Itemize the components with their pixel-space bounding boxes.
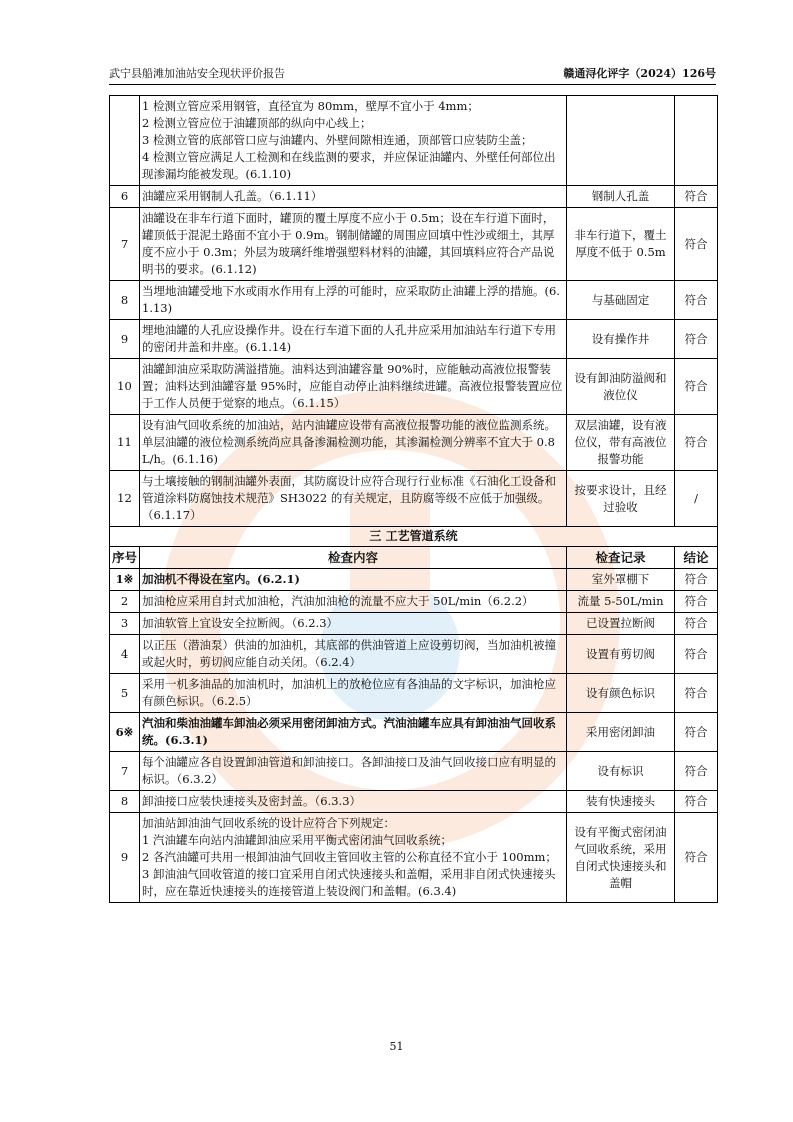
row-result: 符合 [675, 591, 718, 613]
row-number: 5 [110, 674, 140, 713]
row-number: 1※ [110, 569, 140, 591]
header-content: 检查内容 [140, 547, 567, 569]
row-content [140, 96, 567, 186]
row-record: 双层油罐，设有液位仪，带有高液位报警功能 [567, 415, 675, 471]
row-record: 设有平衡式密闭油气回收系统，采用自闭式快速接头和盖帽 [567, 813, 675, 903]
row-content [140, 591, 567, 613]
row-record: 设置有剪切阀 [567, 635, 675, 674]
row-record: 流量 5-50L/min [567, 591, 675, 613]
content-line: 埋地油罐的人孔应设操作井。设在行车道下面的人孔井应采用加油站车行道下专用的密闭井盖和井座。(6.1.14) [142, 323, 556, 354]
row-content [140, 569, 567, 591]
row-number: 9 [110, 813, 140, 903]
row-number: 6※ [110, 713, 140, 752]
header-no: 序号 [110, 547, 140, 569]
table-row [110, 791, 718, 813]
content-line: 1 检测立管应采用钢管，直径宜为 80mm，壁厚不宜小于 4mm； [142, 99, 479, 113]
row-content [140, 713, 567, 752]
content-line: 油罐设在非车行道下面时，罐顶的覆土厚度不应小于 0.5m；设在车行道下面时，罐顶低于混泥土路面不宜小于 0.9m。钢制储罐的周围应回填中性沙或细土，其厚度不应小于 0.3m；外层为玻璃纤维增强塑料材料的油罐，其回填料应符合产品说明书的要求。(6.1.12) [142, 211, 555, 276]
content-line: 油罐卸油应采取防满溢措施。油料达到油罐容量 90%时，应能触动高液位报警装置；油料达到油罐容量 95%时，应能自动停止油料继续进罐。高液位报警装置应位于工作人员便于觉察的地点。（6.1.15） [142, 362, 563, 410]
row-content [140, 752, 567, 791]
row-result: 符合 [675, 752, 718, 791]
page-header [109, 66, 716, 85]
row-content [140, 635, 567, 674]
row-content [140, 186, 567, 208]
row-record: 采用密闭卸油 [567, 713, 675, 752]
table-row [110, 635, 718, 674]
row-content [140, 208, 567, 281]
report-title: 武宁县船滩加油站安全现状评价报告 [109, 67, 285, 80]
table-row [110, 569, 718, 591]
content-line: 每个油罐应各自设置卸油管道和卸油接口。各卸油接口及油气回收接口应有明显的标识。（6.3.2） [142, 755, 556, 786]
row-number: 7 [110, 752, 140, 791]
row-record: 与基础固定 [567, 281, 675, 320]
row-result [675, 96, 718, 186]
row-record: 设有操作井 [567, 320, 675, 359]
section-title: 三 工艺管道系统 [110, 527, 718, 547]
row-record: 设有颜色标识 [567, 674, 675, 713]
table-row [110, 613, 718, 635]
row-record: 装有快速接头 [567, 791, 675, 813]
row-record [567, 96, 675, 186]
table-row [110, 713, 718, 752]
row-number: 2 [110, 591, 140, 613]
content-line: 设有油气回收系统的加油站，站内油罐应设带有高液位报警功能的液位监测系统。单层油罐的液位检测系统尚应具备渗漏检测功能，其渗漏检测分辨率不宜大于 0.8L/h。(6.1.16) [142, 418, 556, 466]
content-line: 4 检测立管应满足人工检测和在线监测的要求，并应保证油罐内、外壁任何部位出现渗漏均能被发现。(6.1.10) [142, 150, 556, 181]
content-line: 2 检测立管应位于油罐顶部的纵向中心线上； [142, 116, 372, 130]
row-content [140, 415, 567, 471]
table-row [110, 359, 718, 415]
row-number: 9 [110, 320, 140, 359]
row-result: 符合 [675, 569, 718, 591]
content-line: 1 汽油罐车向站内油罐卸油应采用平衡式密闭油气回收系统； [142, 833, 452, 847]
row-result: 符合 [675, 359, 718, 415]
row-record: 按要求设计，且经过验收 [567, 471, 675, 527]
report-code: 赣通浔化评字（2024）126号 [563, 67, 716, 80]
row-number [110, 96, 140, 186]
row-number: 11 [110, 415, 140, 471]
row-result: 符合 [675, 635, 718, 674]
row-result: 符合 [675, 320, 718, 359]
table-row [110, 281, 718, 320]
row-content [140, 281, 567, 320]
row-content [140, 320, 567, 359]
inspection-table [109, 95, 718, 903]
table-row [110, 186, 718, 208]
row-number: 3 [110, 613, 140, 635]
row-result: 符合 [675, 674, 718, 713]
row-number: 6 [110, 186, 140, 208]
content-line: 当埋地油罐受地下水或雨水作用有上浮的可能时，应采取防止油罐上浮的措施。(6.1.13) [142, 284, 560, 315]
table-row [110, 752, 718, 791]
header-result: 结论 [675, 547, 718, 569]
row-content [140, 613, 567, 635]
header-record: 检查记录 [567, 547, 675, 569]
row-result: 符合 [675, 813, 718, 903]
row-content [140, 813, 567, 903]
row-result: 符合 [675, 713, 718, 752]
row-content [140, 791, 567, 813]
row-record: 已设置拉断阀 [567, 613, 675, 635]
row-record: 室外罩棚下 [567, 569, 675, 591]
row-result: 符合 [675, 208, 718, 281]
row-content [140, 471, 567, 527]
section-row [110, 527, 718, 547]
row-result: 符合 [675, 281, 718, 320]
row-number: 4 [110, 635, 140, 674]
row-number: 10 [110, 359, 140, 415]
column-header-row [110, 547, 718, 569]
row-record: 设有卸油防溢阀和液位仪 [567, 359, 675, 415]
row-record: 钢制人孔盖 [567, 186, 675, 208]
table-row [110, 96, 718, 186]
row-number: 7 [110, 208, 140, 281]
content-line: 汽油和柴油油罐车卸油必须采用密闭卸油方式。汽油油罐车应具有卸油油气回收系统。(6.3.1) [142, 716, 556, 747]
row-number: 12 [110, 471, 140, 527]
row-number: 8 [110, 791, 140, 813]
table-row [110, 208, 718, 281]
table-row [110, 813, 718, 903]
content-line: 加油机不得设在室内。(6.2.1) [142, 572, 300, 586]
row-result: 符合 [675, 613, 718, 635]
row-number: 8 [110, 281, 140, 320]
row-result: 符合 [675, 791, 718, 813]
content-line: 采用一机多油品的加油机时，加油机上的放枪位应有各油品的文字标识，加油枪应有颜色标识。（6.2.5） [142, 677, 556, 708]
content-line: 加油站卸油油气回收系统的设计应符合下列规定： [142, 816, 395, 830]
row-result: / [675, 471, 718, 527]
content-line: 加油枪应采用自封式加油枪，汽油加油枪的流量不应大于 50L/min（6.2.2） [142, 594, 534, 608]
row-content [140, 359, 567, 415]
content-line: 与土壤接触的钢制油罐外表面，其防腐设计应符合现行行业标准《石油化工设备和管道涂料防腐蚀技术规范》SH3022 的有关规定，且防腐等级不应低于加强级。（6.1.17） [142, 474, 556, 522]
table-row [110, 415, 718, 471]
content-line: 2 各汽油罐可共用一根卸油油气回收主管回收主管的公称直径不宜小于 100mm； [142, 850, 557, 864]
content-line: 3 卸油油气回收管道的接口宜采用自闭式快速接头和盖帽，采用非自闭式快速接头时，应在靠近快速接头的连接管道上装设阀门和盖帽。(6.3.4) [142, 867, 556, 898]
table-row [110, 320, 718, 359]
page-number: 51 [389, 1040, 404, 1053]
table-row [110, 471, 718, 527]
content-line: 3 检测立管的底部管口应与油罐内、外壁间隙相连通，顶部管口应装防尘盖； [142, 133, 533, 147]
row-result: 符合 [675, 415, 718, 471]
content-line: 卸油接口应装快速接头及密封盖。（6.3.3） [142, 794, 362, 808]
content-line: 以正压（潜油泵）供油的加油机，其底部的供油管道上应设剪切阀，当加油机被撞或起火时，剪切阀应能自动关闭。（6.2.4） [142, 638, 556, 669]
table-row [110, 674, 718, 713]
row-content [140, 674, 567, 713]
content-line: 加油软管上宜设安全拉断阀。（6.2.3） [142, 616, 339, 630]
content-line: 油罐应采用钢制人孔盖。（6.1.11） [142, 189, 323, 203]
row-record: 设有标识 [567, 752, 675, 791]
row-record: 非车行道下，覆土厚度不低于 0.5m [567, 208, 675, 281]
table-row [110, 591, 718, 613]
row-result: 符合 [675, 186, 718, 208]
